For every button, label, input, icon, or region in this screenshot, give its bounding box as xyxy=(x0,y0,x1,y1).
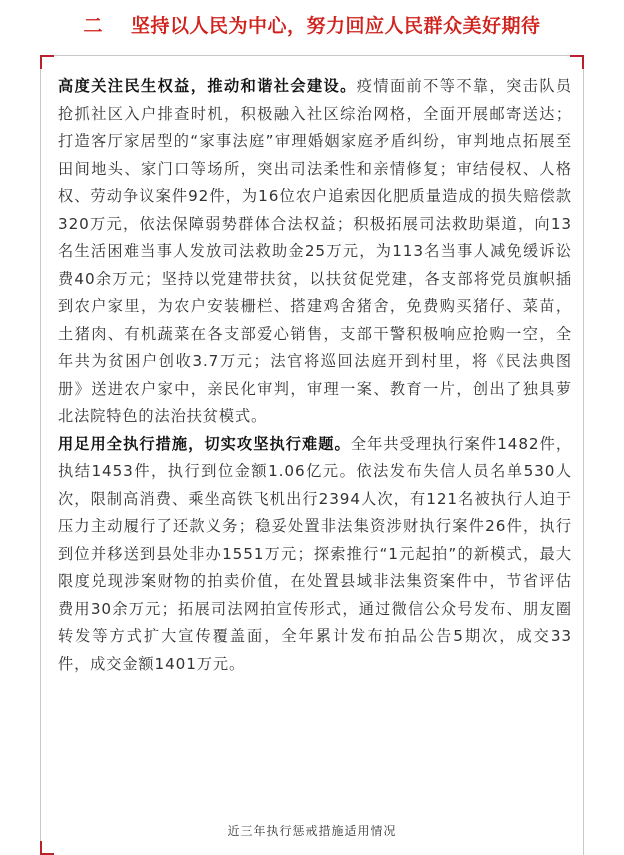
paragraph-text: 全年共受理执行案件1482件，执结1453件，执行到位金额1.06亿元。依法发布失信人员名单530人次，限制高消费、乘坐高铁飞机出行2394人次，有121名被执行人迫于压力主动履行了还款义务；稳妥处置非法集资涉财执行案件26件，执行到位并移送到县处非办1551万元；探索推行“1元起拍”的新模式，最大限度兑现涉案财物的拍卖价值，在处置县域非法集资案件中，节省评估费用30余万元；拓展司法网拍宣传形式，通过微信公众号发布、朋友圈转发等方式扩大宣传覆盖面，全年累计发布拍品公告5期次，成交33件，成交金额1401万元。 xyxy=(58,434,572,673)
paragraph-livelihood xyxy=(58,73,572,431)
frame-corner-bottom-left xyxy=(40,841,54,855)
section-title: 坚持以人民为中心，努力回应人民群众美好期待 xyxy=(131,14,541,37)
section-number: 二 xyxy=(83,14,103,37)
paragraph-text: 疫情面前不等不靠，突击队员抢抓社区入户排查时机，积极融入社区综治网格，全面开展邮寄送达；打造客厅家居型的“家事法庭”审理婚姻家庭矛盾纠纷，审判地点拓展至田间地头、家门口等场所，突出司法柔性和亲情修复；审结侵权、人格权、劳动争议案件92件，为16位农户追索因化肥质量造成的损失赔偿款320万元，依法保障弱势群体合法权益；积极拓展司法救助渠道，向13名生活困难当事人发放司法救助金25万元，为113名当事人减免缓诉讼费40余万元；坚持以党建带扶贫，以扶贫促党建，各支部将党员旗帜插到农户家里，为农户安装栅栏、搭建鸡舍猪舍，免费购买猪仔、菜苗，土猪肉、有机蔬菜在各支部爱心销售，支部干警积极响应抢购一空，全年共为贫困户创收3.7万元；法官将巡回法庭开到村里，将《民法典图册》送进农户家中，亲民化审判，审理一案、教育一片，创出了独具萝北法院特色的法治扶贫模式。 xyxy=(58,77,573,425)
frame-corner-top-right xyxy=(570,55,584,69)
frame-top-line xyxy=(41,55,583,56)
content-frame xyxy=(40,55,584,855)
figure-caption: 近三年执行惩戒措施适用情况 xyxy=(227,824,397,838)
article-body xyxy=(58,73,572,678)
paragraph-lead: 用足用全执行措施，切实攻坚执行难题。 xyxy=(58,434,351,453)
paragraph-lead: 高度关注民生权益，推动和谐社会建设。 xyxy=(58,77,357,95)
section-heading xyxy=(0,8,624,40)
frame-corner-top-left xyxy=(40,55,54,69)
paragraph-enforcement xyxy=(58,431,572,679)
